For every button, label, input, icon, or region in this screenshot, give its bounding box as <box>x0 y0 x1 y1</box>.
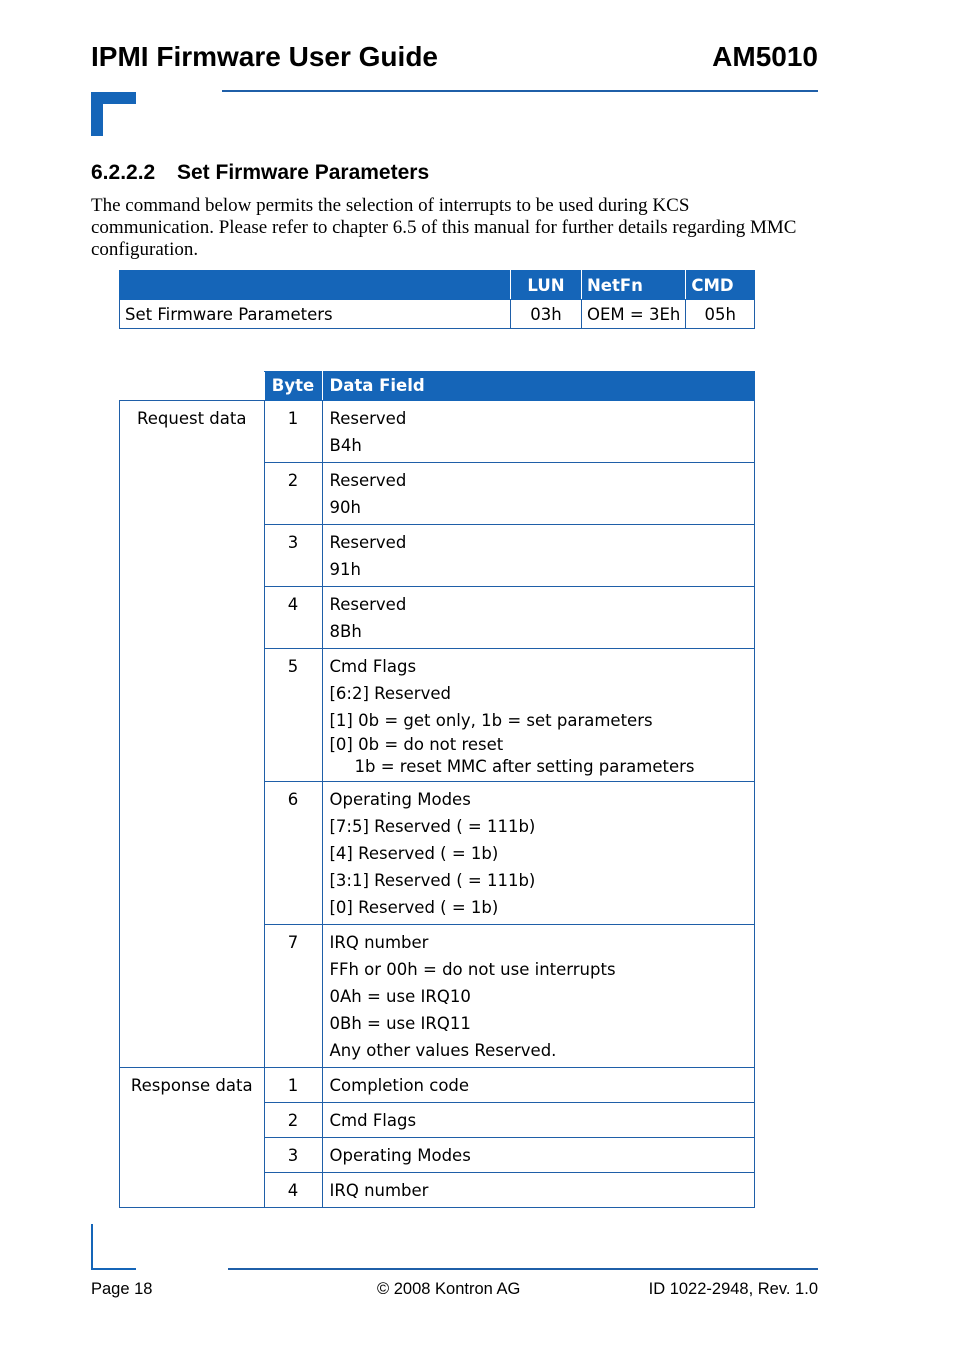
intro-line: communication. Please refer to chapter 6.5 of this manual for further details regarding MMC <box>91 217 797 238</box>
byte-number: 3 <box>264 1138 322 1173</box>
copyright: © 2008 Kontron AG <box>377 1280 521 1298</box>
section-number: 6.2.2.2 <box>91 161 156 184</box>
header-lun: LUN <box>511 271 582 300</box>
data-table-header <box>120 372 755 401</box>
data-field <box>322 525 755 587</box>
field-line: 0Bh = use IRQ11 <box>329 1014 471 1033</box>
header-rule <box>222 90 818 92</box>
field-line: 8Bh <box>329 622 362 641</box>
byte-number: 4 <box>264 1173 322 1208</box>
field-line: Reserved <box>329 409 407 428</box>
table-row <box>120 1068 755 1103</box>
data-field <box>322 463 755 525</box>
byte-number: 5 <box>264 649 322 782</box>
field-line: [0] 0b = do not reset <box>329 735 504 754</box>
field-line: [7:5] Reserved ( = 111b) <box>329 817 536 836</box>
data-field <box>322 587 755 649</box>
corner-mark-icon <box>91 1224 93 1270</box>
data-field: Operating Modes <box>322 1138 755 1173</box>
header-byte: Byte <box>264 372 322 401</box>
field-line: [6:2] Reserved <box>329 684 451 703</box>
command-cmd: 05h <box>686 300 755 329</box>
field-line: 91h <box>329 560 361 579</box>
header-cmd: CMD <box>686 271 755 300</box>
corner-mark-icon <box>91 1268 136 1270</box>
intro-line: configuration. <box>91 239 199 260</box>
header-blank <box>120 271 511 300</box>
byte-number: 3 <box>264 525 322 587</box>
byte-number: 2 <box>264 463 322 525</box>
table-row <box>120 401 755 463</box>
header-data-field: Data Field <box>322 372 755 401</box>
data-field: Completion code <box>322 1068 755 1103</box>
field-line: Reserved <box>329 595 407 614</box>
data-field <box>322 925 755 1068</box>
field-line: 90h <box>329 498 361 517</box>
field-line: Any other values Reserved. <box>329 1041 557 1060</box>
intro-paragraph <box>91 195 821 261</box>
document-title: IPMI Firmware User Guide <box>91 41 438 72</box>
intro-line: The command below permits the selection of interrupts to be used during KCS <box>91 195 690 216</box>
request-data-label: Request data <box>120 401 265 1068</box>
footer-rule <box>228 1268 818 1270</box>
page-number: Page 18 <box>91 1280 153 1298</box>
field-line: Reserved <box>329 471 407 490</box>
command-row <box>120 300 755 329</box>
data-field-table <box>119 371 755 1208</box>
data-field <box>322 782 755 925</box>
header-blank <box>120 372 265 401</box>
field-line: Operating Modes <box>329 790 471 809</box>
command-name: Set Firmware Parameters <box>120 300 511 329</box>
command-netfn: OEM = 3Eh <box>582 300 686 329</box>
command-lun: 03h <box>511 300 582 329</box>
header-netfn: NetFn <box>582 271 686 300</box>
byte-number: 1 <box>264 401 322 463</box>
field-line: 0Ah = use IRQ10 <box>329 987 471 1006</box>
command-table-header <box>120 271 755 300</box>
field-line: [4] Reserved ( = 1b) <box>329 844 499 863</box>
document-id: ID 1022-2948, Rev. 1.0 <box>648 1280 818 1298</box>
field-line: B4h <box>329 436 362 455</box>
data-field: IRQ number <box>322 1173 755 1208</box>
data-field <box>322 401 755 463</box>
field-line: FFh or 00h = do not use interrupts <box>329 960 616 979</box>
field-line: [0] Reserved ( = 1b) <box>329 898 499 917</box>
byte-number: 7 <box>264 925 322 1068</box>
field-line: [3:1] Reserved ( = 111b) <box>329 871 536 890</box>
field-line: IRQ number <box>329 933 429 952</box>
data-field <box>322 649 755 782</box>
byte-number: 6 <box>264 782 322 925</box>
product-model: AM5010 <box>712 41 818 72</box>
field-line: [1] 0b = get only, 1b = set parameters <box>329 711 653 730</box>
corner-mark-icon <box>91 92 136 104</box>
field-line: Cmd Flags <box>329 657 417 676</box>
byte-number: 4 <box>264 587 322 649</box>
response-data-label: Response data <box>120 1068 265 1208</box>
command-table <box>119 270 755 329</box>
section-title: Set Firmware Parameters <box>177 161 430 184</box>
byte-number: 1 <box>264 1068 322 1103</box>
field-line: Reserved <box>329 533 407 552</box>
section-heading <box>91 159 429 187</box>
data-field: Cmd Flags <box>322 1103 755 1138</box>
byte-number: 2 <box>264 1103 322 1138</box>
field-line: 1b = reset MMC after setting parameters <box>354 757 695 776</box>
